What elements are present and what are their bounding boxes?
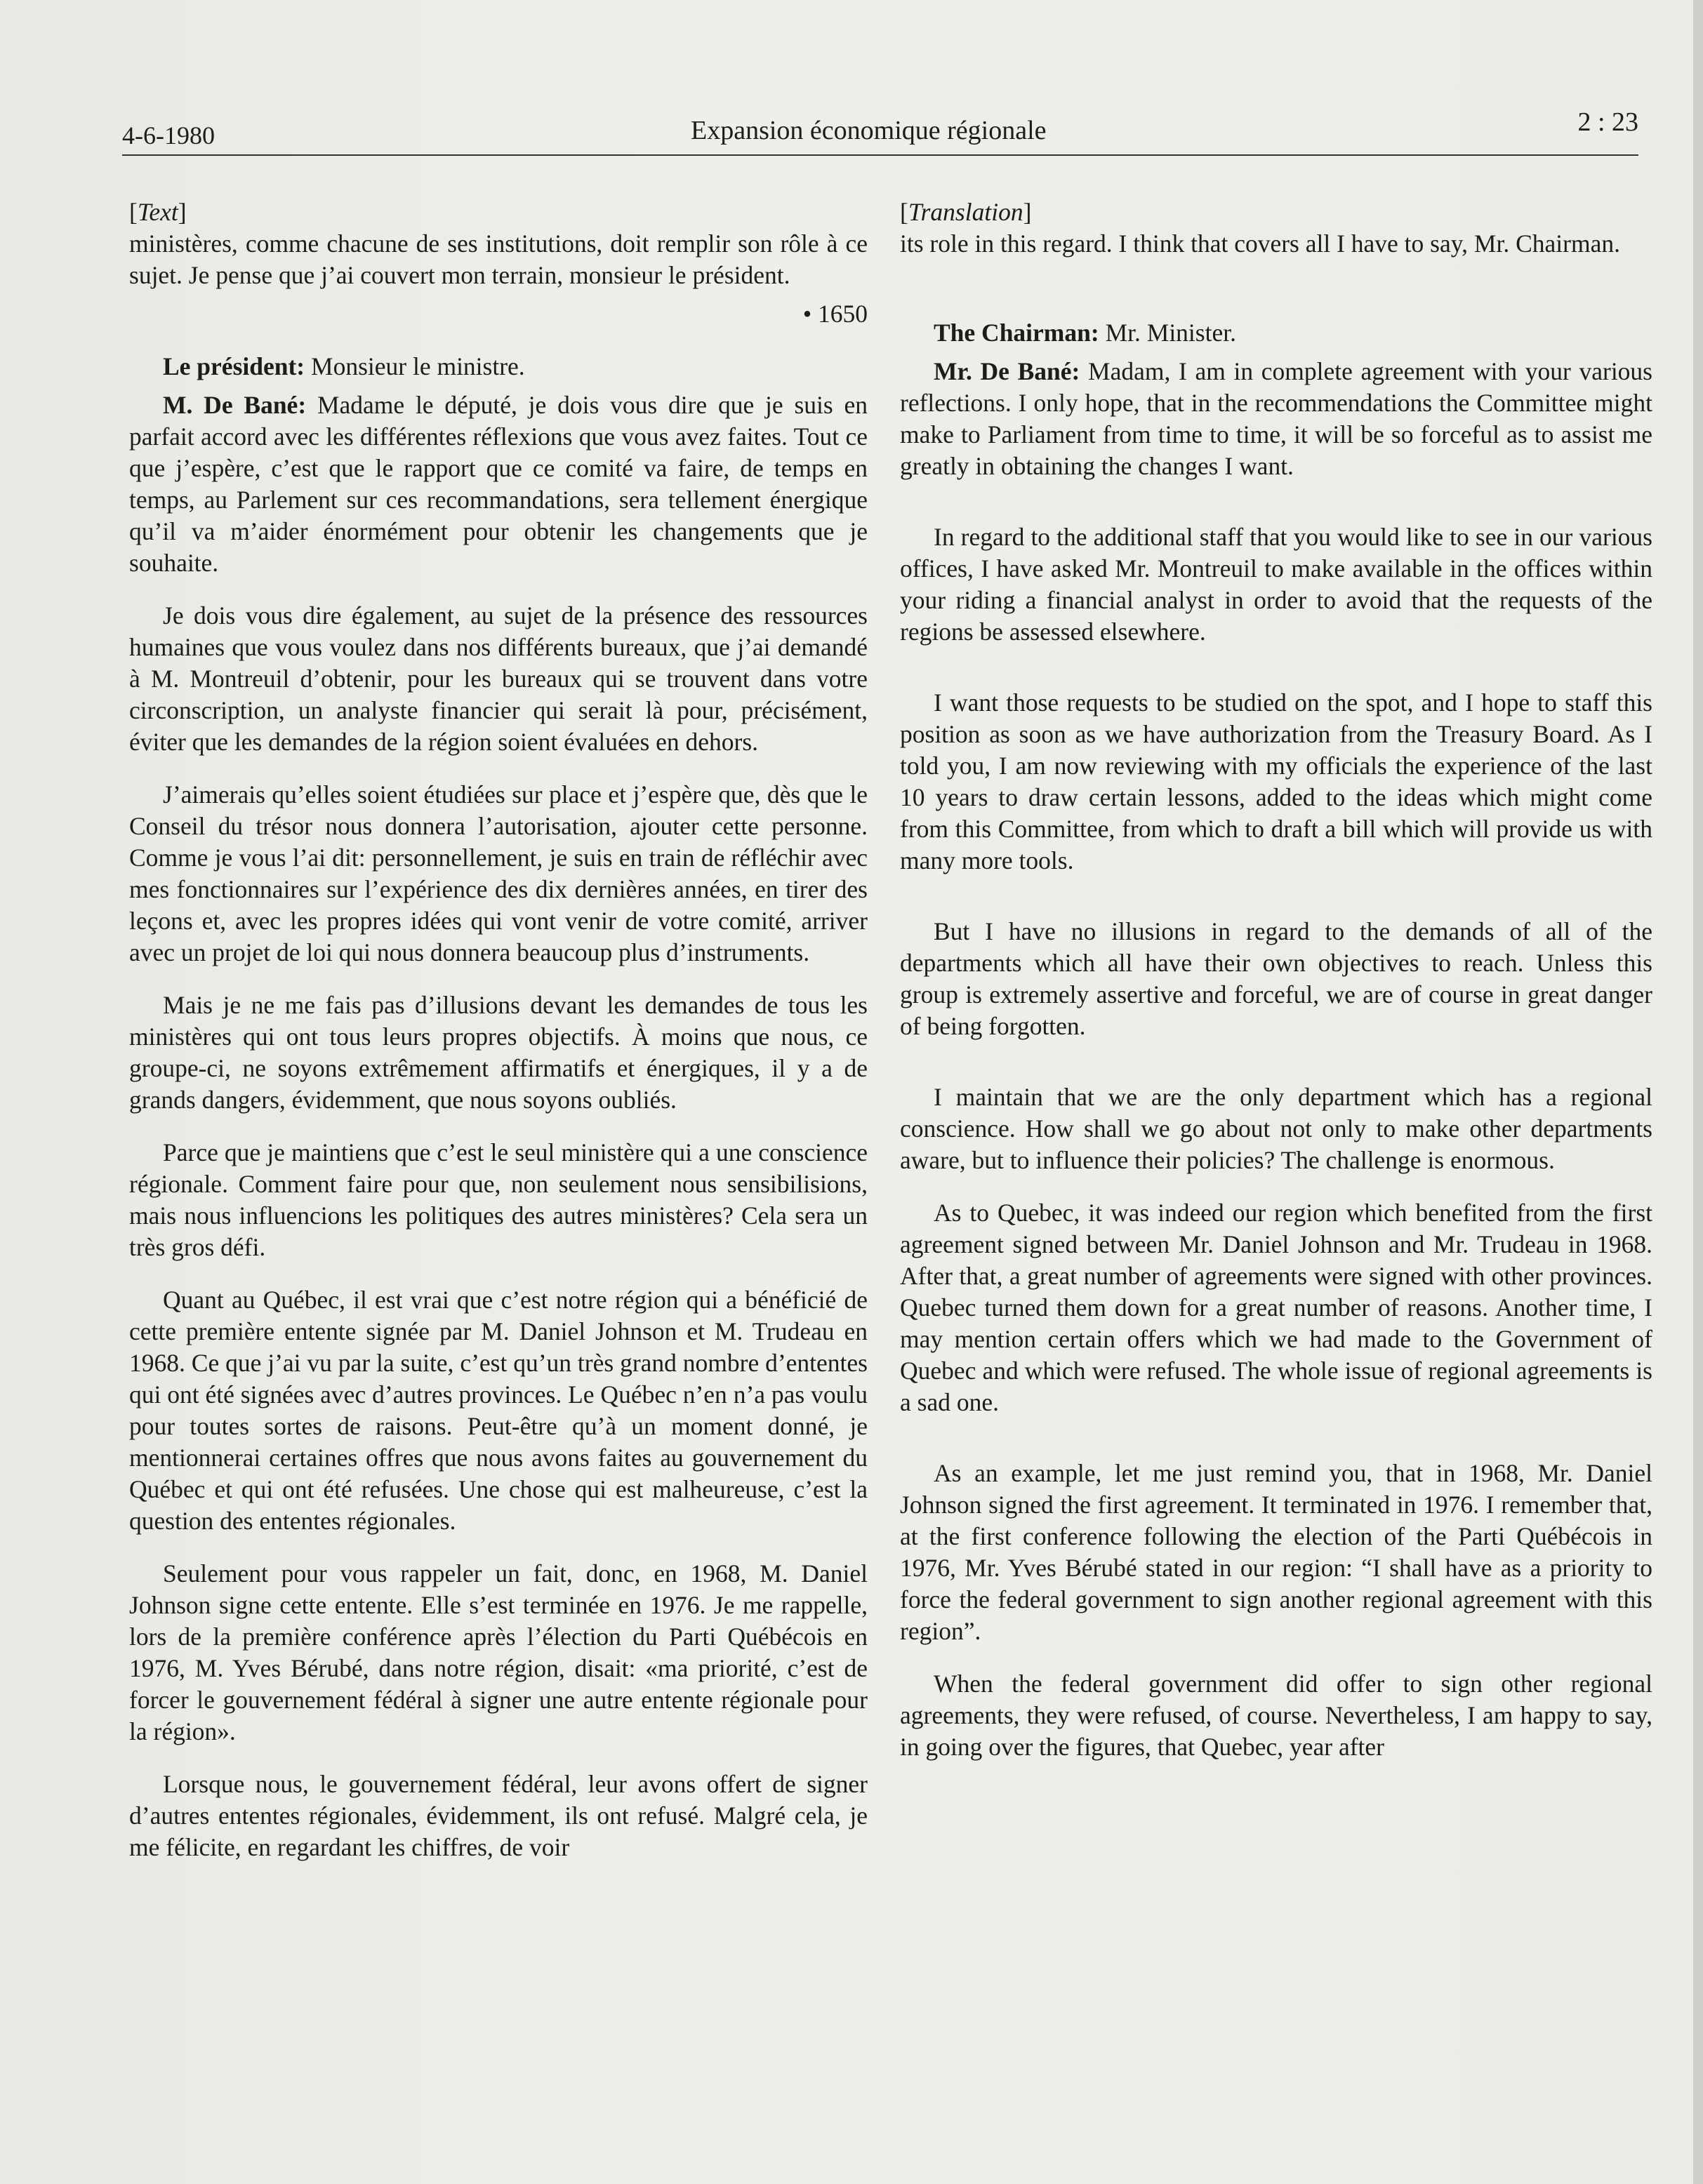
- paragraph: When the federal government did offer to sign other regional agreements, they were refused, of course. Nevertheless, I am happy to say, in going over the figures, that Quebec, year after: [900, 1670, 1652, 1761]
- speaker-name: The Chairman:: [934, 319, 1099, 347]
- right-column-english: [900, 197, 1652, 1763]
- paragraph: M. De Bané: Madame le député, je dois vous dire que je suis en parfait accord avec les différentes réflexions que vous avez faites. Tout ce que j’espère, c’est que le rapport que ce comité va faire, de temps en temps, au Parlement sur ces recommandations, sera tellement énergique qu’il va m’aider énormément pour obtenir les changements que je souhaite.: [129, 391, 868, 577]
- left-column-french: [129, 197, 868, 1863]
- paragraph: its role in this regard. I think that covers all I have to say, Mr. Chairman.: [900, 229, 1620, 258]
- paragraph: I want those requests to be studied on the spot, and I hope to staff this position as soon as we have authorization from the Treasury Board. As I told you, I am now reviewing with my officials the experience of the last 10 years to draw certain lessons, added to the ideas which might come from this Committee, from which to draft a bill which will provide us with many more tools.: [900, 688, 1652, 874]
- page-edge-shadow: [1693, 0, 1703, 2184]
- paragraph: As to Quebec, it was indeed our region which benefited from the first agreement signed between Mr. Daniel Johnson and Mr. Trudeau in 1968. After that, a great number of agreements were signed with other provinces. Quebec turned them down for a great number of reasons. Another time, I may mention certain offers which we had made to the Government of Quebec and which were refused. The whole issue of regional agreements is a sad one.: [900, 1199, 1652, 1416]
- paragraph: In regard to the additional staff that you would like to see in our various offices, I have asked Mr. Montreuil to make available in the offices within your riding a financial analyst in order to avoid that the requests of the regions be assessed elsewhere.: [900, 523, 1652, 646]
- header-title: Expansion économique régionale: [691, 116, 1047, 145]
- paragraph: The Chairman: Mr. Minister.: [934, 319, 1236, 347]
- speaker-name: Le président:: [163, 352, 305, 380]
- paragraph: Mais je ne me fais pas d’illusions devant les demandes de tous les ministères qui ont tous leurs propres objectifs. À moins que nous, ce groupe-ci, ne soyons extrêmement affirmatifs et énergiques, il y a de grands dangers, évidemment, que nous soyons oubliés.: [129, 991, 868, 1114]
- paragraph: Quant au Québec, il est vrai que c’est notre région qui a bénéficié de cette première entente signée par M. Daniel Johnson et M. Trudeau en 1968. Ce que j’ai vu par la suite, c’est qu’un très grand nombre d’ententes qui ont été signées avec d’autres provinces. Le Québec n’en n’a pas voulu pour toutes sortes de raisons. Peut-être qu’à un moment donné, je mentionnerai certaines offres que nous avons faites au gouvernement du Québec et qui ont été refusées. Une chose qui est malheureuse, c’est la question des ententes régionales.: [129, 1286, 868, 1535]
- paragraph: I maintain that we are the only department which has a regional conscience. How shall we go about not only to make other departments aware, but to influence their policies? The challenge is enormous.: [900, 1083, 1652, 1174]
- time-marker: • 1650: [802, 300, 868, 328]
- paragraph: Parce que je maintiens que c’est le seul ministère qui a une conscience régionale. Comment faire pour que, non seulement nous sensibilisions, mais nous influencions les politiques des autres ministères? Cela sera un très gros défi.: [129, 1138, 868, 1261]
- header-date: 4-6-1980: [122, 121, 215, 149]
- header-page-number: 2 : 23: [1577, 107, 1638, 137]
- paragraph: Lorsque nous, le gouvernement fédéral, leur avons offert de signer d’autres ententes régionales, évidemment, ils ont refusé. Malgré cela, je me félicite, en regardant les chiffres, de voir: [129, 1770, 868, 1861]
- paragraph: ministères, comme chacune de ses institutions, doit remplir son rôle à ce sujet. Je pense que j’ai couvert mon terrain, monsieur le président.: [129, 229, 868, 289]
- paragraph: But I have no illusions in regard to the demands of all of the departments which all have their own objectives to reach. Unless this group is extremely assertive and forceful, we are of course in great danger of being forgotten.: [900, 917, 1652, 1040]
- paragraph: As an example, let me just remind you, that in 1968, Mr. Daniel Johnson signed the first agreement. It terminated in 1976. I remember that, at the first conference following the election of the Parti Québécois in 1976, Mr. Yves Bérubé stated in our region: “I shall have as a priority to force the federal government to sign another regional agreement with this region”.: [900, 1459, 1652, 1645]
- paragraph: J’aimerais qu’elles soient étudiées sur place et j’espère que, dès que le Conseil du trésor nous donnera l’autorisation, ajouter cette personne. Comme je vous l’ai dit: personnellement, je suis en train de réfléchir avec mes fonctionnaires sur l’expérience des dix dernières années, en tirer des leçons et, avec les propres idées qui vont venir de votre comité, arriver avec un projet de loi qui nous donnera beaucoup plus d’instruments.: [129, 780, 868, 966]
- page-header: [122, 105, 1638, 156]
- paragraph: Je dois vous dire également, au sujet de la présence des ressources humaines que vous voulez dans nos différents bureaux, que j’ai demandé à M. Montreuil d’obtenir, pour les bureaux qui se trouvent dans votre circonscription, un analyste financier qui serait là pour, précisément, éviter que les demandes de la région soient évaluées en dehors.: [129, 601, 868, 756]
- language-tag-translation: [Translation]: [900, 198, 1032, 226]
- speaker-name: M. De Bané:: [163, 391, 307, 419]
- paragraph: Mr. De Bané: Madam, I am in complete agreement with your various reflections. I only hope, that in the recommendations the Committee might make to Parliament from time to time, it will be so forceful as to assist me greatly in obtaining the changes I want.: [900, 357, 1652, 480]
- paragraph: Seulement pour vous rappeler un fait, donc, en 1968, M. Daniel Johnson signe cette entente. Elle s’est terminée en 1976. Je me rappelle, lors de la première conférence après l’élection du Parti Québécois en 1976, M. Yves Bérubé, dans notre région, disait: «ma priorité, c’est de forcer le gouvernement fédéral à signer une autre entente régionale pour la région».: [129, 1559, 868, 1745]
- paragraph: Le président: Monsieur le ministre.: [163, 352, 525, 380]
- language-tag-text: [Text]: [129, 198, 187, 226]
- speaker-name: Mr. De Bané:: [934, 357, 1080, 385]
